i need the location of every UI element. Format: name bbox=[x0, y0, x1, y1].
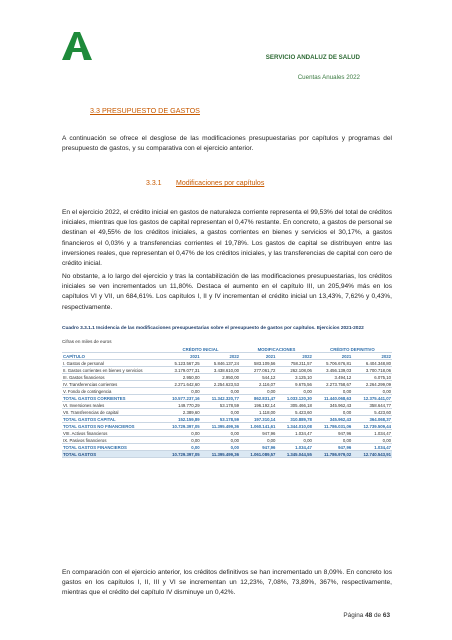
cell-value: 0,00 bbox=[276, 388, 312, 395]
cell-value: 364.068,37 bbox=[352, 416, 392, 423]
cell-value: 0,00 bbox=[201, 388, 240, 395]
cell-value: 3.494,12 bbox=[313, 374, 352, 381]
cell-value: 2.116,07 bbox=[240, 381, 276, 388]
row-label: IV. Transferencias corrientes bbox=[62, 381, 161, 388]
cell-value: 583.109,56 bbox=[240, 360, 276, 367]
cell-value: 544,12 bbox=[240, 374, 276, 381]
cell-value: 1.034,47 bbox=[352, 444, 392, 451]
cell-value: 5.706.676,81 bbox=[313, 360, 352, 367]
table-row bbox=[62, 430, 392, 437]
section-title: 3.3 PRESUPUESTO DE GASTOS bbox=[90, 106, 200, 115]
cell-value: 11.786.979,02 bbox=[313, 451, 352, 458]
year-header: 2022 bbox=[201, 353, 240, 360]
budget-table bbox=[62, 346, 392, 458]
year-header: 2021 bbox=[161, 353, 201, 360]
cell-value: 0,00 bbox=[313, 437, 352, 444]
row-label: VIII. Activos financieros bbox=[62, 430, 161, 437]
paragraph-3: En comparación con el ejercicio anterior, los créditos definitivos se han incrementado un 8,09%. En concreto los gastos en los capítulos I, II, III y VI se incrementan un 12,23%, 7,08%, 73,89%, 367%, respectivamente, mientras que el crédito del capítulo IV disminuye un 0,42%. bbox=[62, 569, 392, 597]
cell-value: 345.962,43 bbox=[313, 416, 352, 423]
cell-value: 10.577.237,16 bbox=[161, 395, 201, 402]
cell-value: 1.118,00 bbox=[240, 409, 276, 416]
cell-value: 0,00 bbox=[352, 388, 392, 395]
cell-value: 11.342.320,77 bbox=[201, 395, 240, 402]
cell-value: 0,00 bbox=[276, 437, 312, 444]
cell-value: 2.389,60 bbox=[161, 409, 201, 416]
cell-value: 11.395.499,36 bbox=[201, 451, 240, 458]
table-row bbox=[62, 416, 392, 423]
cell-value: 0,00 bbox=[352, 437, 392, 444]
cell-value: 262.108,06 bbox=[276, 367, 312, 374]
page-footer bbox=[343, 612, 390, 619]
cell-value: 0,00 bbox=[161, 388, 201, 395]
table-row bbox=[62, 360, 392, 367]
table-unit: Cifras en miles de euros bbox=[62, 339, 112, 344]
cell-value: 196.192,14 bbox=[240, 402, 276, 409]
row-label: II. Gastos corrientes en bienes y servicios bbox=[62, 367, 161, 374]
cell-value: 277.061,72 bbox=[240, 367, 276, 374]
cell-value: 3.700.718,06 bbox=[352, 367, 392, 374]
table-body bbox=[62, 360, 392, 458]
cell-value: 305.466,18 bbox=[276, 402, 312, 409]
row-label: III. Gastos financieros bbox=[62, 374, 161, 381]
group-credito-inicial: CRÉDITO INICIAL bbox=[161, 346, 240, 353]
cell-value: 345.962,43 bbox=[313, 402, 352, 409]
cell-value: 0,00 bbox=[201, 430, 240, 437]
header-doc: Cuentas Anuales 2022 bbox=[297, 74, 360, 81]
cell-value: 6.075,10 bbox=[352, 374, 392, 381]
subsection-number: 3.3.1 bbox=[146, 180, 162, 187]
cell-value: 3.456.139,03 bbox=[313, 367, 352, 374]
cell-value: 1.345.044,55 bbox=[276, 451, 312, 458]
cell-value: 2.254.623,53 bbox=[201, 381, 240, 388]
cell-value: 11.395.499,36 bbox=[201, 423, 240, 430]
cell-value: 0,00 bbox=[201, 409, 240, 416]
cell-value: 3.438.610,00 bbox=[201, 367, 240, 374]
table-row bbox=[62, 437, 392, 444]
row-label: TOTAL GASTOS bbox=[62, 451, 161, 458]
cell-value: 0,00 bbox=[313, 409, 352, 416]
table-year-header bbox=[62, 353, 392, 360]
cell-value: 862.831,47 bbox=[240, 395, 276, 402]
cell-value: 11.786.031,06 bbox=[313, 423, 352, 430]
cell-value: 6.404.348,80 bbox=[352, 360, 392, 367]
cell-value: 947,96 bbox=[240, 444, 276, 451]
footer-total: 63 bbox=[382, 612, 390, 619]
cell-value: 0,00 bbox=[240, 388, 276, 395]
cell-value: 947,96 bbox=[313, 444, 352, 451]
cell-value: 2.264.299,09 bbox=[352, 381, 392, 388]
cell-value: 1.034,47 bbox=[352, 430, 392, 437]
table-row bbox=[62, 367, 392, 374]
row-label: IX. Pasivos financieros bbox=[62, 437, 161, 444]
cell-value: 2.273.758,67 bbox=[313, 381, 352, 388]
cell-value: 0,00 bbox=[161, 444, 201, 451]
group-credito-definitivo: CRÉDITO DEFINITIVO bbox=[313, 346, 392, 353]
cell-value: 0,00 bbox=[313, 388, 352, 395]
cell-value: 758.211,57 bbox=[276, 360, 312, 367]
cell-value: 358.644,77 bbox=[352, 402, 392, 409]
cell-value: 1.344.010,08 bbox=[276, 423, 312, 430]
cell-value: 310.889,78 bbox=[276, 416, 312, 423]
cell-value: 10.729.397,05 bbox=[161, 451, 201, 458]
cell-value: 2.950,00 bbox=[161, 374, 201, 381]
cell-value: 1.060.141,61 bbox=[240, 423, 276, 430]
paragraph-1: En el ejercicio 2022, el crédito inicial en gastos de naturaleza corriente representa el 99,53% del total de créditos iniciales, mientras que los gastos de capital representan el 0,47% restante. En concreto, a gastos de personal se destinan el 49,55% de los créditos iniciales, a gastos corrientes en bienes y servicios el 30,17%, a gastos financieros el 0,03% y a transferencias corrientes el 19,78%. Los gastos de capital se distribuyen entre las inversiones reales, que representan el 0,47% de los créditos iniciales, y las transferencias de capital con cero de crédito inicial. bbox=[62, 209, 392, 268]
cell-value: 197.310,14 bbox=[240, 416, 276, 423]
cell-value: 1.033.120,30 bbox=[276, 395, 312, 402]
row-label: I. Gastos de personal bbox=[62, 360, 161, 367]
row-label: TOTAL GASTOS NO FINANCIEROS bbox=[62, 423, 161, 430]
cell-value: 0,00 bbox=[240, 437, 276, 444]
cell-value: 3.125,10 bbox=[276, 374, 312, 381]
subsection-title: Modificaciones por capítulos bbox=[176, 180, 265, 187]
cell-value: 53.178,59 bbox=[201, 402, 240, 409]
cell-value: 53.178,59 bbox=[201, 416, 240, 423]
cell-value: 0,00 bbox=[201, 437, 240, 444]
cell-value: 947,96 bbox=[240, 430, 276, 437]
cell-value: 1.034,47 bbox=[276, 430, 312, 437]
row-label: VI. Inversiones reales bbox=[62, 402, 161, 409]
table-row bbox=[62, 381, 392, 388]
paragraph-2: No obstante, a lo largo del ejercicio y tras la contabilización de las modificaciones presupuestarias, los créditos iniciales se ven incrementados un 11,80%. Destaca el aumento en el capítulo III, un 205,94% más en los capítulos VI y VII, un 684,61%. Los capítulos I, II y IV incrementan el crédito inicial un 13,43%, 7,62% y 0,43%, respectivamente. bbox=[62, 273, 392, 311]
group-modificaciones: MODIFICACIONES bbox=[240, 346, 313, 353]
table-row bbox=[62, 402, 392, 409]
table-row bbox=[62, 444, 392, 451]
cell-value: 12.740.543,91 bbox=[352, 451, 392, 458]
cell-value: 0,00 bbox=[161, 437, 201, 444]
row-label: TOTAL GASTOS CORRIENTES bbox=[62, 395, 161, 402]
footer-sep: de bbox=[374, 612, 382, 619]
col-capitulo: CAPÍTULO bbox=[62, 353, 161, 360]
cell-value: 12.739.509,44 bbox=[352, 423, 392, 430]
cell-value: 5.423,60 bbox=[276, 409, 312, 416]
year-header: 2022 bbox=[276, 353, 312, 360]
cell-value: 11.440.068,63 bbox=[313, 395, 352, 402]
cell-value: 1.034,47 bbox=[276, 444, 312, 451]
cell-value: 12.375.441,07 bbox=[352, 395, 392, 402]
cell-value: 152.159,89 bbox=[161, 416, 201, 423]
cell-value: 5.123.567,25 bbox=[161, 360, 201, 367]
cell-value: 2.271.642,60 bbox=[161, 381, 201, 388]
cell-value: 0,00 bbox=[201, 444, 240, 451]
cell-value: 2.950,00 bbox=[201, 374, 240, 381]
intro-paragraph: A continuación se ofrece el desglose de las modificaciones presupuestarias por capítulos y programas del presupuesto de gastos, y su comparativa con el ejercicio anterior. bbox=[62, 135, 392, 153]
cell-value: 947,96 bbox=[313, 430, 352, 437]
footer-page: 48 bbox=[365, 612, 373, 619]
row-label: VII. Transferencias de capital bbox=[62, 409, 161, 416]
row-label: V. Fondo de contingencia bbox=[62, 388, 161, 395]
year-header: 2021 bbox=[240, 353, 276, 360]
year-header: 2021 bbox=[313, 353, 352, 360]
row-label: TOTAL GASTOS CAPITAL bbox=[62, 416, 161, 423]
table-row bbox=[62, 388, 392, 395]
footer-prefix: Página bbox=[343, 612, 364, 619]
cell-value: 9.675,56 bbox=[276, 381, 312, 388]
cell-value: 1.061.089,57 bbox=[240, 451, 276, 458]
row-label: TOTAL GASTOS FINANCIEROS bbox=[62, 444, 161, 451]
table-caption: Cuadro 3.3.1.1 Incidencia de las modificaciones presupuestarias sobre el presupuesto de gastos por capítulos. Ejercicios 2021-2022 bbox=[62, 326, 364, 331]
table-row bbox=[62, 374, 392, 381]
cell-value: 3.179.077,31 bbox=[161, 367, 201, 374]
cell-value: 149.770,29 bbox=[161, 402, 201, 409]
table-row bbox=[62, 409, 392, 416]
cell-value: 0,00 bbox=[161, 430, 201, 437]
year-header: 2022 bbox=[352, 353, 392, 360]
table-row bbox=[62, 423, 392, 430]
cell-value: 10.729.397,05 bbox=[161, 423, 201, 430]
table-row bbox=[62, 395, 392, 402]
cell-value: 5.846.137,24 bbox=[201, 360, 240, 367]
junta-andalucia-logo bbox=[62, 30, 96, 60]
header-org: SERVICIO ANDALUZ DE SALUD bbox=[265, 54, 360, 61]
table-row bbox=[62, 451, 392, 458]
cell-value: 5.423,60 bbox=[352, 409, 392, 416]
